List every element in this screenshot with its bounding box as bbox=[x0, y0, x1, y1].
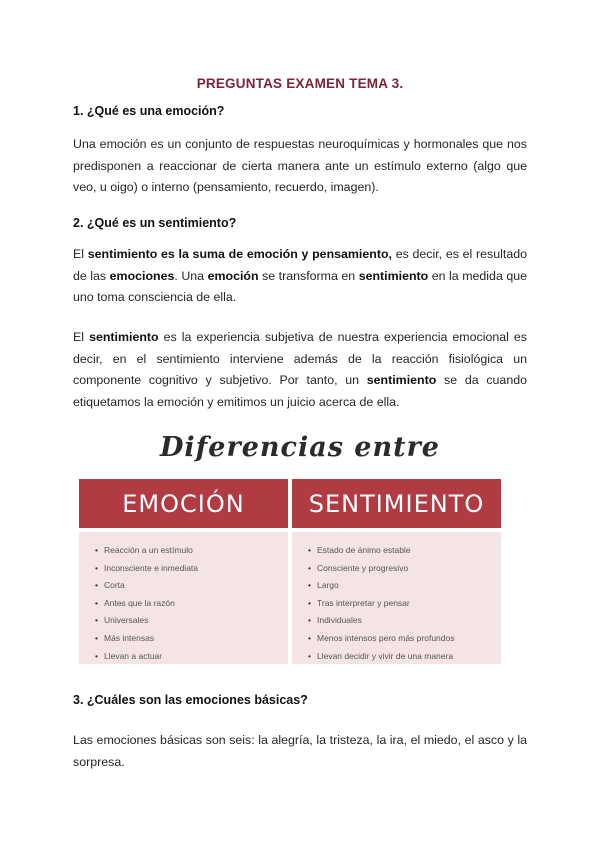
question-2-paragraph-2: El sentimiento es la experiencia subjetiva de nuestra experiencia emocional es decir, en el sentimiento interviene además de la reacción fisiológica un componente cognitivo y subjetivo. Por tanto, un sentimiento se da cuando etiquetamos la emoción y emitimos un juicio acerca de ella. bbox=[73, 330, 527, 409]
list-item: • Estado de ánimo estable bbox=[308, 542, 501, 560]
list-item: • Reacción a un estímulo bbox=[95, 542, 288, 560]
sentimiento-column bbox=[292, 479, 501, 666]
emocion-list-box bbox=[79, 532, 288, 664]
question-2-paragraph-1: El sentimiento es la suma de emoción y pensamiento, es decir, es el resultado de las emociones. Una emoción se transforma en sentimiento en la medida que uno toma consciencia de ella. bbox=[73, 247, 528, 304]
infographic-title: Diferencias entre bbox=[160, 432, 440, 463]
list-item: • Llevan a actuar bbox=[95, 648, 288, 666]
list-item: • Consciente y progresivo bbox=[308, 560, 501, 578]
sentimiento-list-box bbox=[292, 532, 501, 664]
emocion-column bbox=[79, 479, 288, 666]
list-item: • Menos intensos pero más profundos bbox=[308, 630, 501, 648]
question-1-heading: 1. ¿Qué es una emoción? bbox=[73, 104, 225, 118]
list-item: • Inconsciente e inmediata bbox=[95, 560, 288, 578]
question-1-answer: Una emoción es un conjunto de respuestas neuroquímicas y hormonales que nos predisponen a reaccionar de cierta manera ante un estímulo externo (algo que veo, u oigo) o interno (pensamiento, recuerdo, imagen). bbox=[73, 137, 527, 194]
document-title: PREGUNTAS EXAMEN TEMA 3. bbox=[196, 76, 404, 91]
question-2-heading: 2. ¿Qué es un sentimiento? bbox=[73, 216, 237, 230]
list-item: • Llevan decidir y vivir de una manera bbox=[308, 648, 501, 666]
list-item: • Universales bbox=[95, 612, 288, 630]
sentimiento-list bbox=[308, 542, 501, 665]
question-3-heading: 3. ¿Cuáles son las emociones básicas? bbox=[73, 693, 308, 707]
sentimiento-header: SENTIMIENTO bbox=[292, 479, 501, 528]
list-item: • Corta bbox=[95, 577, 288, 595]
list-item: • Largo bbox=[308, 577, 501, 595]
list-item: • Tras interpretar y pensar bbox=[308, 595, 501, 613]
list-item: • Individuales bbox=[308, 612, 501, 630]
list-item: • Antes que la razón bbox=[95, 595, 288, 613]
emocion-header: EMOCIÓN bbox=[79, 479, 288, 528]
question-3-answer: Las emociones básicas son seis: la alegría, la tristeza, la ira, el miedo, el asco y la sorpresa. bbox=[73, 733, 527, 769]
list-item: • Más intensas bbox=[95, 630, 288, 648]
emocion-list bbox=[95, 542, 288, 665]
